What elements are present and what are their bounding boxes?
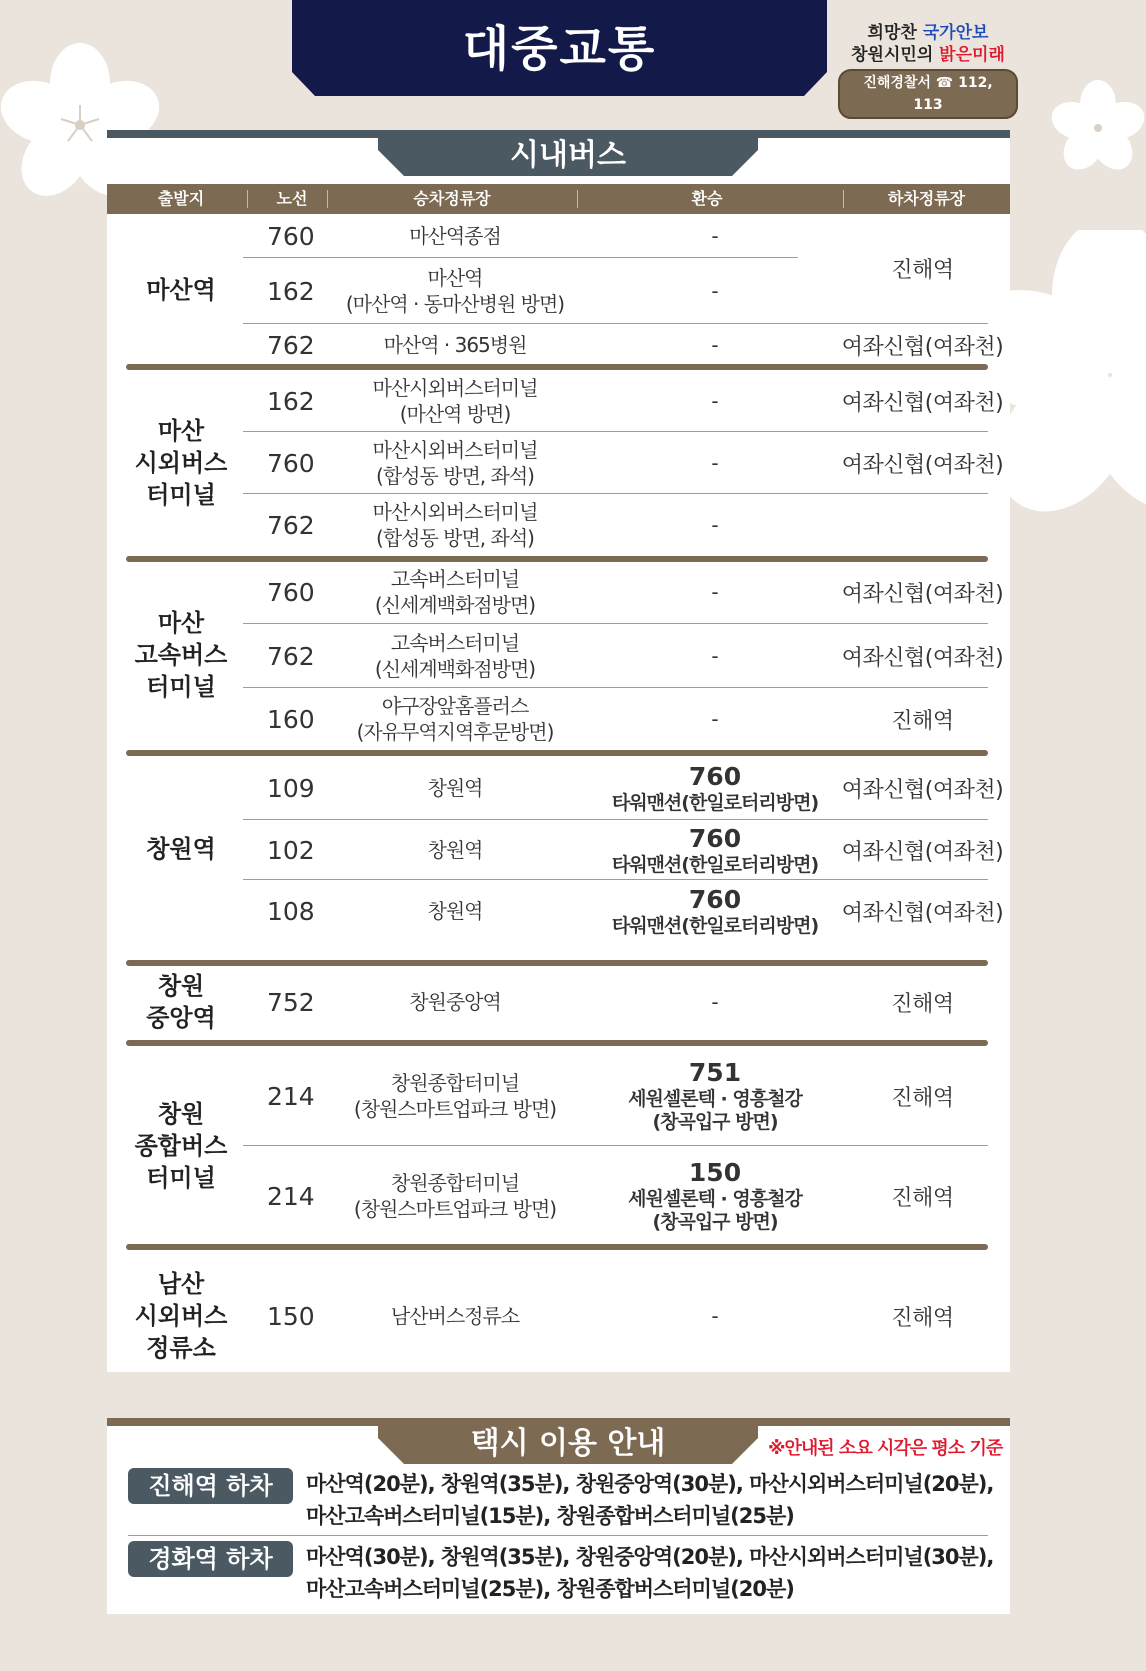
alighting-stop: 여좌신협(여좌천) [841, 900, 1004, 926]
transfer-line: - [711, 706, 719, 731]
boarding-stop [325, 214, 585, 258]
transfer-line: (창곡입구 방면) [652, 1211, 778, 1233]
alighting-stop: 진해역 [891, 257, 954, 283]
route-number: 214 [267, 1081, 315, 1111]
transfer-info [585, 1146, 845, 1246]
alighting-stop: 여좌신협(여좌천) [841, 452, 1004, 478]
taxi-divider [128, 1535, 988, 1536]
column-header-alight: 하차정류장 [887, 189, 966, 208]
boarding-stop [325, 1046, 585, 1146]
taxi-note: ※안내된 소요 시각은 평소 기준 [768, 1438, 1003, 1459]
alighting-stop: 여좌신협(여좌천) [841, 645, 1004, 671]
transfer-info [585, 624, 845, 688]
origin-line: 터미널 [146, 673, 216, 701]
taxi-line: 마산역(20분), 창원역(35분), 창원중앙역(30분), 마산시외버스터미널(20분), [306, 1472, 994, 1496]
transfer-line: (창곡입구 방면) [652, 1111, 778, 1133]
boarding-stop [325, 1146, 585, 1246]
column-header-route: 노선 [276, 189, 308, 208]
column-header-origin: 출발지 [157, 189, 205, 208]
bus-table-header [107, 184, 1010, 214]
origin-station [107, 370, 255, 556]
boarding-stop [325, 560, 585, 624]
transfer-route: 751 [688, 1058, 742, 1087]
route-number: 762 [267, 641, 315, 671]
transfer-line: - [711, 1303, 719, 1328]
transfer-route: 760 [688, 823, 742, 853]
boarding-line: 창원역 [427, 838, 483, 862]
transfer-line: 세원셀론텍 · 영흥철강 [628, 1188, 802, 1210]
slogan-text: 창원시민의 [851, 45, 934, 65]
boarding-stop [325, 370, 585, 432]
origin-line: 창원 [157, 1100, 205, 1128]
transfer-line: - [711, 643, 719, 668]
boarding-line: 마산시외버스터미널 [372, 438, 538, 462]
boarding-line: 창원종합터미널 [390, 1171, 520, 1195]
route-number: 162 [267, 386, 315, 416]
route-number: 109 [267, 773, 315, 803]
boarding-line: 남산버스정류소 [390, 1304, 520, 1328]
taxi-label-gyeonghwa: 경화역 하차 [128, 1541, 293, 1577]
boarding-stop [325, 432, 585, 494]
origin-line: 종합버스 [134, 1132, 228, 1160]
group-divider [126, 1244, 988, 1250]
boarding-stop [325, 756, 585, 820]
boarding-line: (합성동 방면, 좌석) [376, 526, 534, 550]
boarding-line: 창원중앙역 [409, 990, 501, 1014]
route-number: 752 [267, 987, 315, 1017]
alighting-stop: 진해역 [891, 1305, 954, 1331]
boarding-line: 창원종합터미널 [390, 1071, 520, 1095]
alighting-stop: 진해역 [891, 708, 954, 734]
slogan-text: 희망찬 [867, 23, 917, 43]
origin-line: 고속버스 [134, 641, 228, 669]
transfer-line: - [711, 450, 719, 475]
transfer-info [585, 756, 845, 820]
origin-station [107, 966, 255, 1038]
boarding-line: 마산시외버스터미널 [372, 376, 538, 400]
transfer-info [585, 688, 845, 750]
column-header-transfer: 환승 [691, 189, 723, 208]
taxi-times-gyeonghwa [306, 1541, 1006, 1605]
transfer-info [585, 1046, 845, 1146]
cherry-blossom-right-icon [1050, 80, 1146, 176]
origin-line: 시외버스 [134, 449, 228, 477]
transfer-line: - [711, 579, 719, 604]
boarding-line: 고속버스터미널 [390, 567, 520, 591]
boarding-line: 마산역종점 [409, 224, 501, 248]
bus-section-title: 시내버스 [510, 138, 626, 173]
route-number: 760 [267, 577, 315, 607]
boarding-line: 마산역 · 365병원 [383, 333, 527, 357]
transfer-info [585, 820, 845, 880]
route-number: 160 [267, 704, 315, 734]
transfer-info [585, 432, 845, 494]
alighting-stop: 여좌신협(여좌천) [841, 334, 1004, 360]
taxi-label-jinhae: 진해역 하차 [128, 1468, 293, 1504]
slogan-highlight: 밝은미래 [939, 45, 1005, 65]
transfer-route: 150 [688, 1158, 742, 1187]
boarding-line: 창원역 [427, 776, 483, 800]
transfer-line: 세원셀론텍 · 영흥철강 [628, 1088, 802, 1110]
boarding-stop [325, 494, 585, 556]
origin-line: 터미널 [146, 1164, 216, 1192]
boarding-line: 고속버스터미널 [390, 631, 520, 655]
transfer-info [585, 214, 845, 258]
route-number: 108 [267, 896, 315, 926]
taxi-section-title: 택시 이용 안내 [470, 1426, 666, 1461]
origin-line: 터미널 [146, 481, 216, 509]
slogan [838, 22, 1018, 119]
boarding-stop [325, 258, 585, 324]
route-number: 150 [267, 1301, 315, 1331]
taxi-line: 마산고속버스터미널(15분), 창원종합버스터미널(25분) [306, 1504, 794, 1528]
boarding-stop [325, 820, 585, 880]
origin-line: 남산 [157, 1270, 205, 1298]
alighting-stop: 진해역 [891, 1185, 954, 1211]
origin-line: 마산 [157, 417, 205, 445]
boarding-stop [325, 880, 585, 942]
boarding-line: 야구장앞홈플러스 [381, 694, 529, 718]
transfer-line: - [711, 388, 719, 413]
boarding-stop [325, 966, 585, 1038]
origin-line: 마산 [157, 609, 205, 637]
page-title: 대중교통 [462, 21, 657, 77]
origin-station [107, 560, 255, 750]
origin-line: 정류소 [146, 1334, 216, 1362]
route-number: 214 [267, 1181, 315, 1211]
alighting-stop: 여좌신협(여좌천) [841, 777, 1004, 803]
boarding-line: 마산역 [427, 266, 483, 290]
taxi-line: 마산역(30분), 창원역(35분), 창원중앙역(20분), 마산시외버스터미널(30분), [306, 1545, 994, 1569]
boarding-line: 마산시외버스터미널 [372, 500, 538, 524]
origin-station [107, 1262, 255, 1370]
origin-line: 창원 [157, 972, 205, 1000]
transfer-line: - [711, 989, 719, 1014]
alighting-stop: 여좌신협(여좌천) [841, 839, 1004, 865]
boarding-line: 창원역 [427, 899, 483, 923]
transfer-info [585, 324, 845, 366]
boarding-line: (합성동 방면, 좌석) [376, 464, 534, 488]
boarding-line: (창원스마트업파크 방면) [353, 1197, 557, 1221]
taxi-line: 마산고속버스터미널(25분), 창원종합버스터미널(20분) [306, 1577, 794, 1601]
transfer-route: 760 [688, 884, 742, 914]
transfer-line: 타워맨션(한일로터리방면) [611, 853, 819, 876]
route-number: 762 [267, 330, 315, 360]
origin-line: 창원역 [146, 835, 216, 863]
boarding-stop [325, 324, 585, 366]
route-number: 162 [267, 276, 315, 306]
route-number: 760 [267, 448, 315, 478]
transfer-line: - [711, 512, 719, 537]
transfer-info [585, 258, 845, 324]
transfer-info [585, 370, 845, 432]
transfer-line: - [711, 332, 719, 357]
transfer-info [585, 880, 845, 942]
route-number: 762 [267, 510, 315, 540]
transfer-info [585, 966, 845, 1038]
transfer-route: 760 [688, 761, 742, 791]
alighting-stop: 여좌신협(여좌천) [841, 581, 1004, 607]
transfer-info [585, 494, 845, 556]
boarding-stop [325, 688, 585, 750]
origin-line: 마산역 [146, 276, 216, 304]
boarding-stop [325, 624, 585, 688]
boarding-line: (마산역 방면) [399, 402, 511, 426]
slogan-highlight: 국가안보 [922, 23, 989, 43]
origin-station [107, 756, 255, 942]
boarding-line: (창원스마트업파크 방면) [353, 1097, 557, 1121]
origin-line: 시외버스 [134, 1302, 228, 1330]
origin-station [107, 214, 255, 366]
route-number: 760 [267, 221, 315, 251]
transfer-line: - [711, 278, 719, 303]
transfer-info [585, 560, 845, 624]
column-header-boarding: 승차정류장 [413, 189, 491, 208]
transfer-line: - [711, 223, 719, 248]
alighting-stop: 진해역 [891, 1085, 954, 1111]
alighting-stop: 여좌신협(여좌천) [841, 390, 1004, 416]
origin-station [107, 1046, 255, 1246]
boarding-line: (신세계백화점방면) [374, 657, 536, 681]
transfer-info [585, 1262, 845, 1370]
route-number: 102 [267, 835, 315, 865]
transfer-line: 타워맨션(한일로터리방면) [611, 791, 819, 814]
taxi-times-jinhae [306, 1468, 1006, 1532]
boarding-line: (신세계백화점방면) [374, 593, 536, 617]
origin-line: 중앙역 [146, 1004, 216, 1032]
transfer-line: 타워맨션(한일로터리방면) [611, 914, 819, 937]
police-contact-badge: 진해경찰서 ☎ 112, 113 [838, 69, 1018, 119]
boarding-line: (마산역 · 동마산병원 방면) [345, 292, 565, 316]
alighting-stop: 진해역 [891, 991, 954, 1017]
boarding-line: (자유무역지역후문방면) [356, 720, 554, 744]
boarding-stop [325, 1262, 585, 1370]
